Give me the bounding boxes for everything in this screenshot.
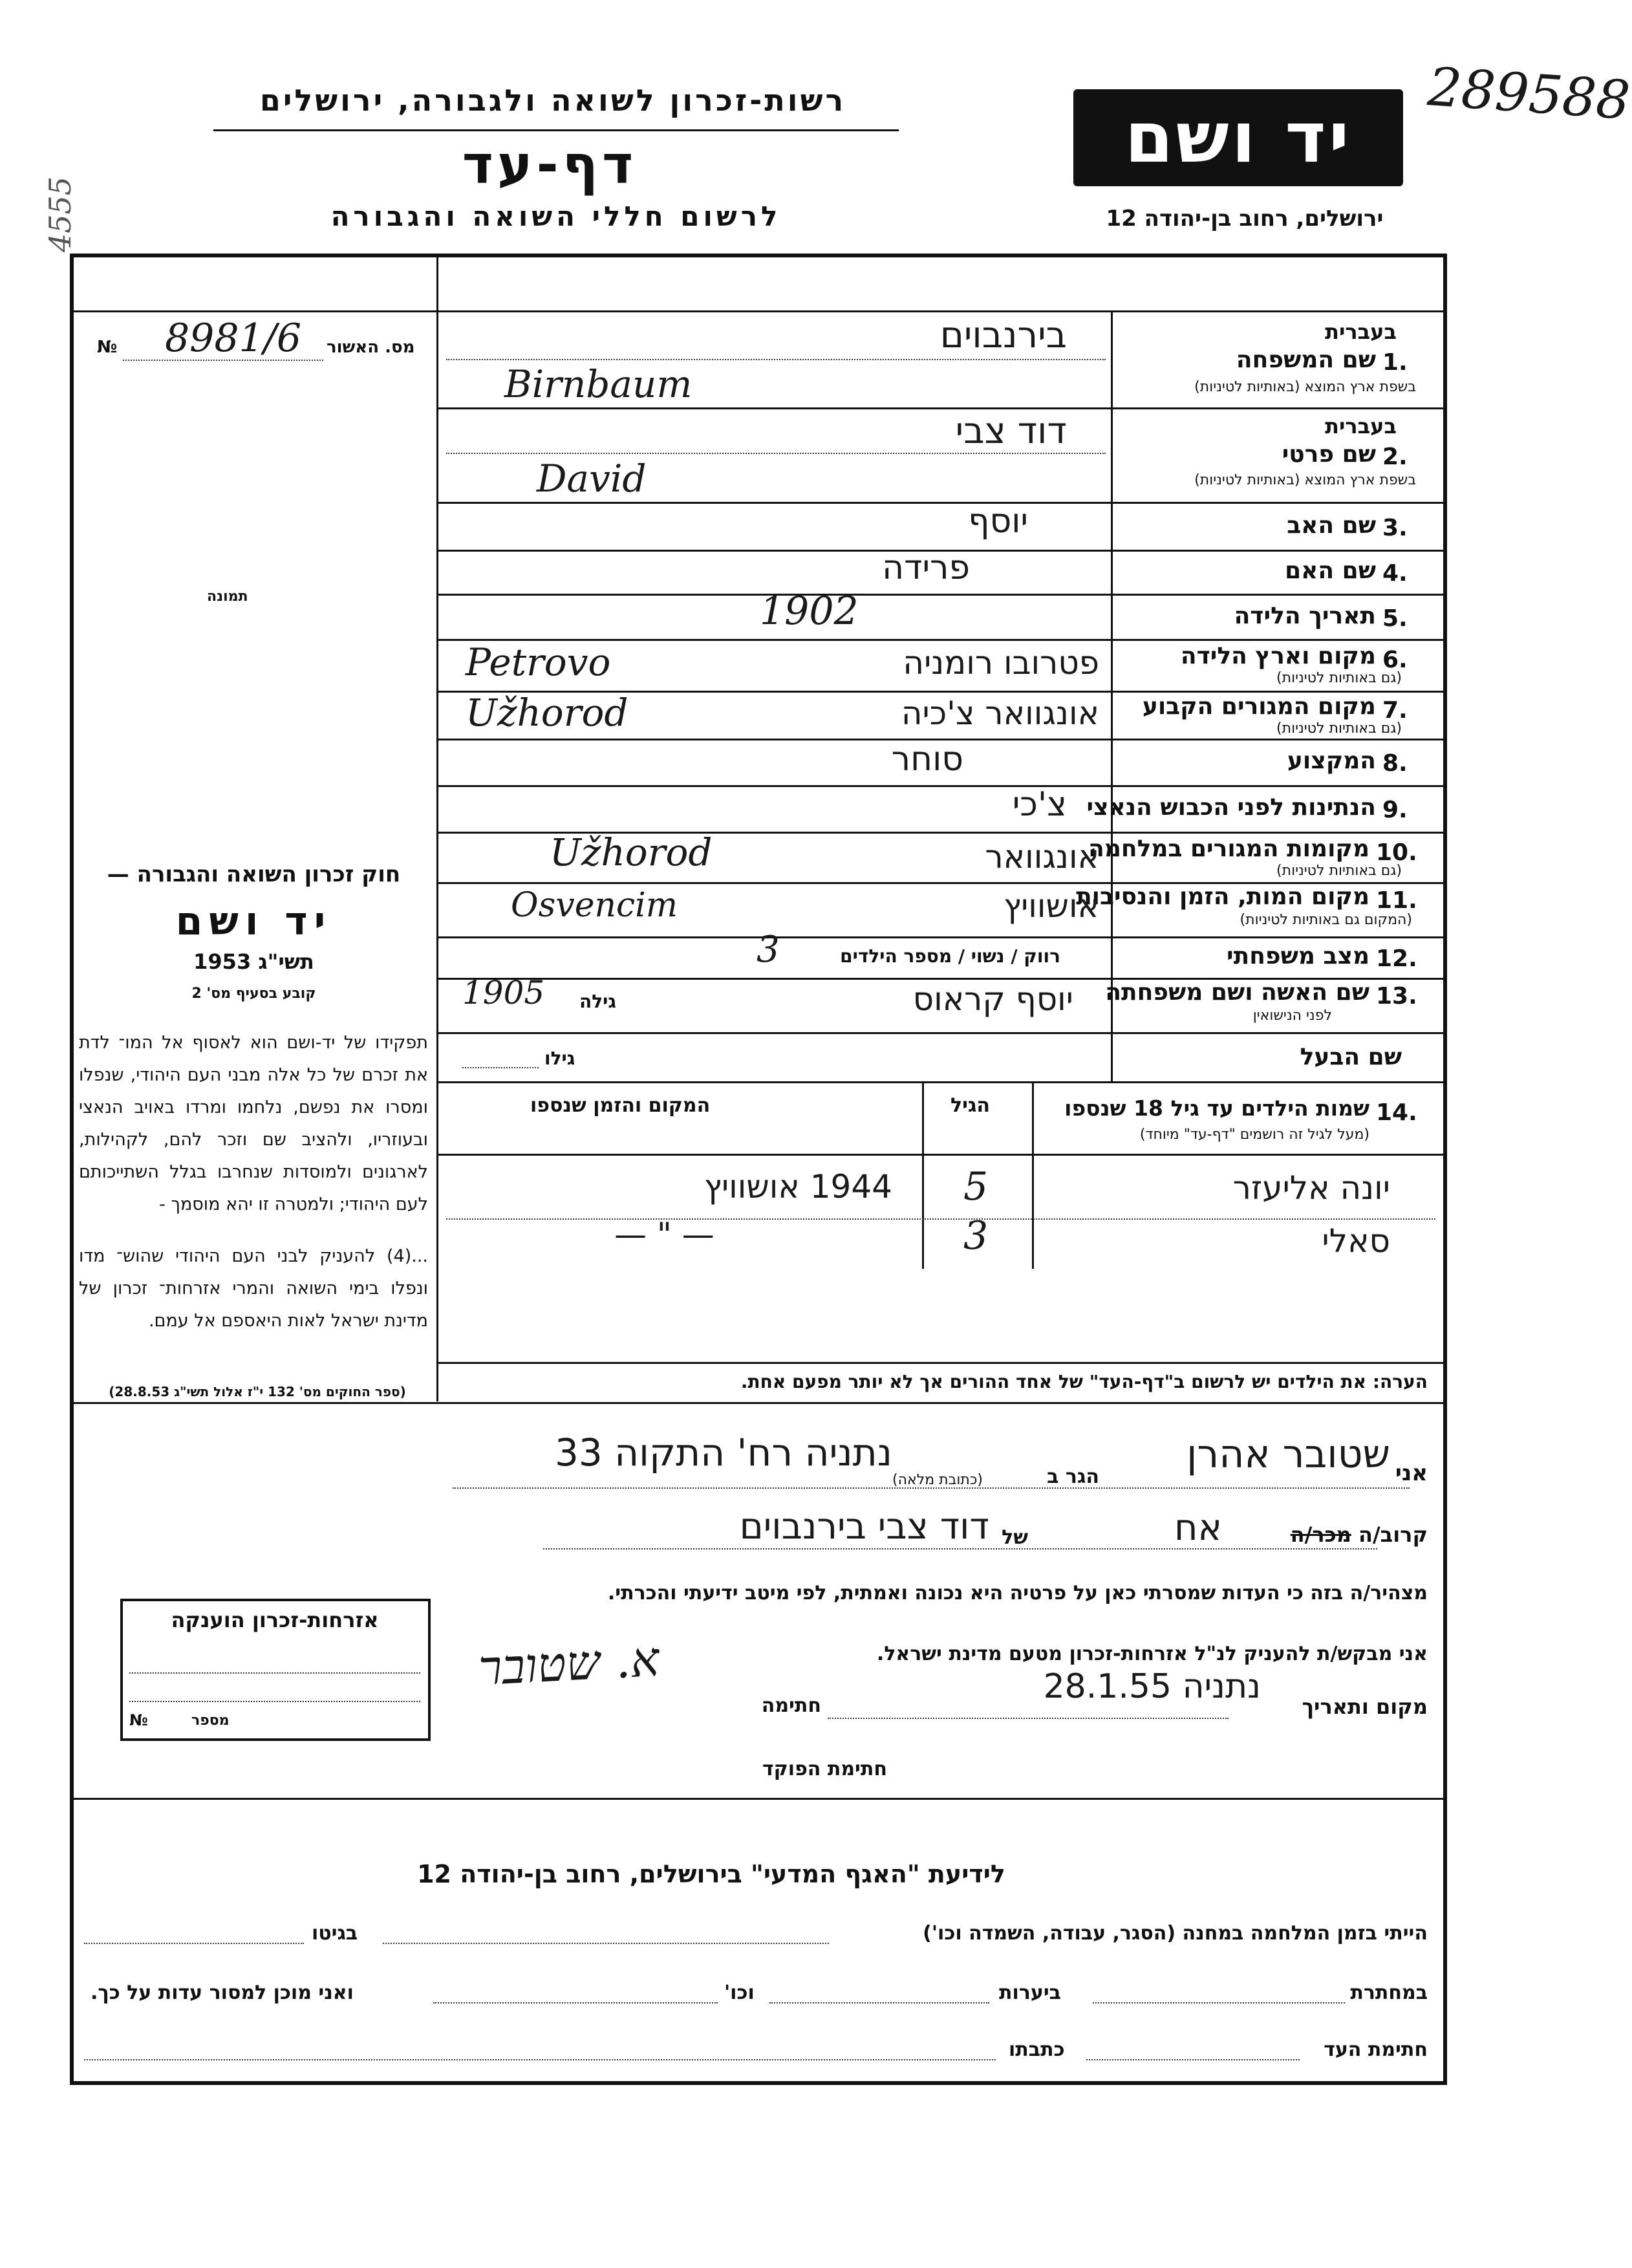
field-9-value: צ'כי — [1012, 785, 1067, 824]
place-date-label: מקום ותאריך — [1302, 1694, 1428, 1719]
place-date-line — [828, 1718, 1229, 1719]
field-12-value: 3 — [757, 929, 780, 971]
field-10-note: (גם באותיות לטיניות) — [1276, 863, 1402, 879]
field-5-num: 5. — [1382, 605, 1408, 632]
children-place-header: המקום והזמן שנספו — [530, 1094, 711, 1117]
husband-label: שם הבעל — [1300, 1044, 1402, 1070]
husband-age-label: גילו — [544, 1048, 575, 1069]
children-num: 14. — [1376, 1099, 1417, 1126]
footer-line2-dots-3 — [433, 2002, 718, 2003]
citizenship-title: אזרחות-זכרון הוענקה — [171, 1608, 379, 1632]
field-1-origin — [1194, 379, 1416, 395]
footer-line3-dots-2 — [84, 2059, 996, 2060]
declarant-name: שטובר אהרן — [1186, 1432, 1390, 1477]
field-4-value: פרידה — [882, 548, 970, 587]
field-1-origin-text: בשפת ארץ המוצא — [1304, 379, 1416, 395]
field-13-note: לפני הנישואין — [1252, 1008, 1332, 1024]
footer-line1-end: בגיטו — [312, 1922, 358, 1945]
place-date-value: נתניה 28.1.55 — [1043, 1667, 1261, 1706]
declarant-relative — [1291, 1522, 1428, 1547]
declarant-resides: הגר ב — [1047, 1465, 1099, 1488]
logo-text: יד ושם — [1124, 98, 1352, 178]
field-13-label: שם האשה ושם משפחתה — [1105, 979, 1369, 1006]
declarant-i-label: אני — [1395, 1460, 1428, 1486]
law-name: יד ושם — [175, 899, 332, 944]
field-5-label: תאריך הלידה — [1234, 603, 1376, 629]
citizenship-line-2 — [129, 1701, 420, 1702]
footer-line3-a: חתימת העד — [1324, 2038, 1428, 2061]
field-2-value-latin: David — [537, 457, 647, 501]
field-3-value: יוסף — [968, 502, 1028, 541]
field-10-value-latin: Užhorod — [550, 830, 713, 874]
row-13-bottom — [436, 1032, 1445, 1034]
field-2-latin-note: (באותיות לטיניות) — [1194, 472, 1300, 488]
footer-line2-dots-1 — [1093, 2002, 1345, 2003]
relative-label: קרוב/ה — [1358, 1522, 1428, 1547]
request-text: אני מבקש/ת להעניק לנ"ל אזרחות-זכרון מטעם מדינת ישראל. — [876, 1643, 1428, 1665]
field-6-value-he: פטרובו רומניה — [903, 644, 1099, 682]
children-row-1-line — [446, 1218, 1435, 1220]
yad-vashem-logo — [1073, 89, 1403, 186]
citizenship-no: № — [129, 1711, 148, 1729]
left-column-divider — [436, 254, 438, 1401]
footer-line3-dots-1 — [1086, 2059, 1300, 2060]
field-8-value: סוחר — [891, 740, 963, 779]
field-11-value-latin: Osvencim — [511, 886, 678, 925]
field-1-value-latin: Birnbaum — [504, 362, 693, 406]
left-top-line — [70, 310, 438, 312]
field-7-note: (גם באותיות לטיניות) — [1276, 720, 1402, 737]
field-2-value-he: דוד צבי — [955, 410, 1067, 452]
margin-number: 4555 — [43, 176, 78, 252]
field-12-label: מצב משפחתי — [1227, 943, 1369, 969]
field-1-lang: בעברית — [1325, 319, 1397, 344]
field-12-num: 12. — [1376, 945, 1417, 972]
footer-line2-c: וכו' — [724, 1982, 755, 2004]
footer-line1-start: הייתי בזמן המלחמה במחנה (הסגר, עבודה, השמדה וכו') — [923, 1922, 1428, 1945]
child-2-name: סאלי — [1322, 1222, 1390, 1260]
field-11-num: 11. — [1376, 887, 1417, 914]
declare-text: מצהיר/ה בזה כי העדות שמסרתי כאן על פרטיה היא נכונה ואמתית, לפי מיטב ידיעתי והכרתי. — [607, 1582, 1428, 1604]
law-title: חוק זכרון השואה והגבורה — — [107, 861, 401, 887]
label-column-divider — [1111, 310, 1113, 1081]
law-year: תשי"ג 1953 — [193, 949, 314, 974]
remark: הערה: את הילדים יש לרשום ב"דף-העד" של אחד ההורים אך לא יותר מפעם אחת. — [740, 1371, 1428, 1392]
approval-label: מס. האשור — [327, 338, 415, 357]
field-1-label: שם המשפחה — [1236, 347, 1376, 373]
field-6-note: (גם באותיות לטיניות) — [1276, 670, 1402, 686]
children-header-bottom — [436, 1154, 1445, 1156]
husband-age-line — [462, 1067, 539, 1068]
children-col-age-right — [1032, 1081, 1034, 1269]
citizenship-number-label: מספר — [191, 1712, 230, 1729]
footer-line1-dots — [383, 1943, 829, 1944]
field-2-num: 2. — [1382, 444, 1408, 470]
law-reference: (ספר החוקים מס' 132 י"ז אלול תשי"ג 28.8.53) — [109, 1384, 406, 1399]
footer-line2-d: ואני מוכן למסור עדות על כך. — [91, 1982, 354, 2004]
husband-bottom — [436, 1081, 1445, 1083]
row-11-bottom — [436, 936, 1445, 938]
footer-line3-b: כתבתו — [1009, 2038, 1065, 2061]
field-7-value-he: אונגוואר צ'כיה — [901, 695, 1099, 732]
field-10-label: מקומות המגורים במלחמה — [1088, 836, 1369, 862]
inspector-label: חתימת הפוקד — [762, 1758, 887, 1780]
children-bottom — [436, 1362, 1445, 1364]
field-4-label: שם האם — [1285, 557, 1376, 584]
remark-bottom — [70, 1402, 1447, 1404]
field-13-num: 13. — [1376, 983, 1417, 1010]
field-8-num: 8. — [1382, 750, 1408, 777]
children-age-header: הגיל — [950, 1094, 990, 1117]
field-1-value-he: בירנבוים — [939, 314, 1067, 356]
field-9-label: הנתינות לפני הכבוש הנאצי — [1086, 794, 1376, 821]
field-11-label: מקום המות, הזמן והנסיבות — [1076, 883, 1369, 910]
child-1-place: 1944 אושוויץ — [703, 1168, 892, 1205]
field-7-label: מקום המגורים הקבוע — [1142, 693, 1376, 720]
field-6-label: מקום וארץ הלידה — [1180, 643, 1376, 669]
row-1-bottom — [436, 407, 1445, 409]
form-subtitle: לרשום חללי השואה והגבורה — [330, 200, 782, 232]
relative-strike: מכר/ה — [1290, 1522, 1351, 1547]
field-7-value-latin: Užhorod — [466, 691, 628, 735]
field-5-value: 1902 — [760, 589, 859, 634]
field-3-label: שם האב — [1287, 512, 1376, 539]
field-13-value: יוסף קראוס — [912, 980, 1073, 1018]
approval-no: № — [97, 338, 118, 357]
declarant-full-address: (כתובת מלאה) — [892, 1472, 983, 1488]
authority-underline — [213, 129, 899, 131]
approval-value: 8981/6 — [165, 316, 302, 361]
footer-line1-ghetto — [84, 1943, 304, 1944]
children-label: שמות הילדים עד גיל 18 שנספו — [1064, 1096, 1369, 1121]
field-12-options: רווק / נשוי / מספר הילדים — [840, 945, 1060, 967]
declarant-line-1 — [453, 1487, 1410, 1489]
field-13-age-label: גילה — [579, 991, 616, 1012]
field-2-label: שם פרטי — [1282, 441, 1376, 468]
address: ירושלים, רחוב בן-יהודה 12 — [1106, 206, 1384, 232]
law-clause: קובע בסעיף מס' 2 — [191, 986, 316, 1002]
field-10-num: 10. — [1376, 839, 1417, 866]
field-6-num: 6. — [1382, 647, 1408, 673]
footer-line2-dots-2 — [769, 2002, 989, 2003]
declarant-relation: אח — [1174, 1507, 1222, 1549]
declarant-of-value: דוד צבי בירנבוים — [739, 1506, 989, 1548]
row-8-bottom — [436, 785, 1445, 787]
row-4-bottom — [436, 594, 1445, 596]
field-2-line-he — [446, 453, 1106, 454]
field-9-num: 9. — [1382, 797, 1408, 823]
field-2-lang: בעברית — [1325, 414, 1397, 438]
signature-label: חתימה — [761, 1694, 821, 1717]
photo-label: תמונה — [207, 589, 248, 605]
child-1-name: יונה אליעזר — [1232, 1169, 1390, 1207]
child-2-age: 3 — [963, 1213, 989, 1258]
top-strip-notch — [436, 254, 438, 312]
top-strip-line — [436, 310, 1445, 312]
field-10-value-he: אונגוואר — [985, 838, 1099, 876]
declarant-of-label: של — [1002, 1526, 1028, 1549]
footer-title: לידיעת "האגף המדעי" בירושלים, רחוב בן-יהודה 12 — [417, 1860, 1005, 1888]
field-1-line-he — [446, 359, 1106, 360]
footer-line2-a: במחתרת — [1350, 1982, 1428, 2004]
handwritten-record-number: 289588 — [1426, 56, 1632, 132]
field-13-age-value: 1905 — [462, 974, 545, 1011]
child-1-age: 5 — [963, 1164, 989, 1209]
authority-title: רשות-זכרון לשואה ולגבורה, ירושלים — [259, 83, 846, 118]
child-2-place: — " — — [614, 1216, 714, 1253]
field-1-latin-note: (באותיות לטיניות) — [1194, 379, 1300, 395]
field-1-num: 1. — [1382, 349, 1408, 376]
form-title: דף-עד — [462, 135, 638, 196]
field-2-origin — [1194, 472, 1416, 488]
children-col-age-left — [922, 1081, 924, 1269]
signature-value: א. שטובר — [477, 1631, 661, 1697]
declarant-address: נתניה רח' התקוה 33 — [555, 1431, 892, 1474]
field-2-origin-text: בשפת ארץ המוצא — [1304, 472, 1416, 488]
children-note: (מעל לגיל זה רושמים "דף-עד" מיוחד) — [1139, 1127, 1369, 1143]
footer-divider — [70, 1798, 1447, 1800]
law-text-1: תפקידו של יד-ושם הוא לאסוף אל המו־ לדת את זכרם של כל אלה מבני העם היהודי, שנפלו ומסרו את נפשם, נלחמו ומרדו באויב הנאצי ובעוזריו, ולהציב שם וזכר להם, לקהילות, לארגונים ולמוסדות שנחרבו בגלל השתייכותם לעם היהודי; ולמטרה זו יהא מוסמך - — [79, 1033, 428, 1215]
field-4-num: 4. — [1382, 560, 1408, 587]
field-8-label: המקצוע — [1287, 748, 1376, 774]
field-7-num: 7. — [1382, 697, 1408, 724]
law-text-2: ...(4) להעניק לבני העם היהודי שהוש־ מדו ונפלו בימי השואה והמרי אזרחות־ זכרון של מדינת ישראל לאות היאספם אל עמם. — [79, 1246, 428, 1331]
footer-line2-b: ביערות — [999, 1982, 1061, 2004]
citizenship-line-1 — [129, 1672, 420, 1674]
declarant-line-2 — [543, 1548, 1377, 1550]
field-3-num: 3. — [1382, 515, 1408, 541]
field-11-note: (המקום גם באותיות לטיניות) — [1240, 912, 1412, 928]
field-6-value-latin: Petrovo — [466, 640, 611, 684]
row-2-bottom — [436, 502, 1445, 504]
field-11-value-he: אושוויץ — [1004, 887, 1099, 925]
